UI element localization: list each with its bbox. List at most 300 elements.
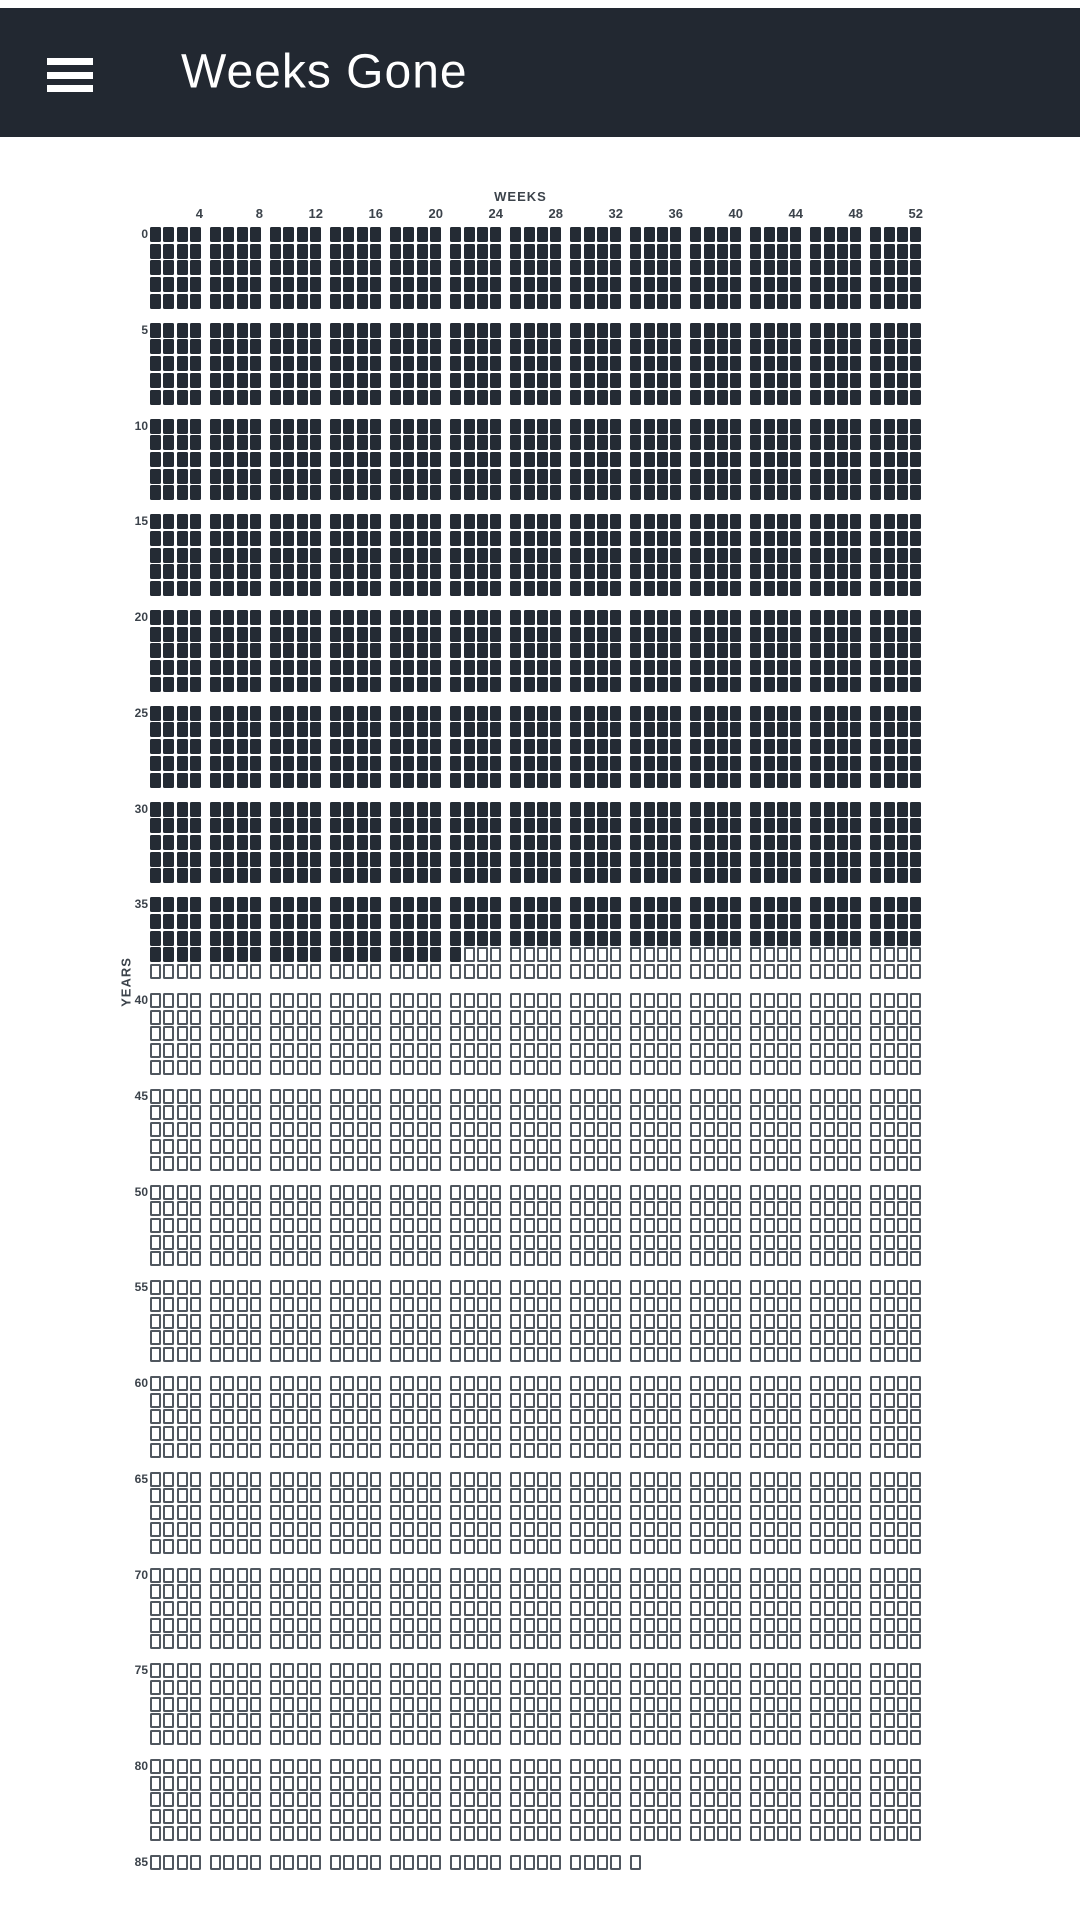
week-cell-empty [717,1522,728,1537]
week-cell-empty [477,1855,488,1870]
week-cell-filled [730,548,741,563]
week-cell-filled [824,818,835,833]
week-cell-empty [730,1601,741,1616]
week-cell-empty [297,1601,308,1616]
week-cell-empty [430,1089,441,1104]
week-cell-filled [790,485,801,500]
week-cell-empty [537,1601,548,1616]
week-cell-empty [570,947,581,962]
week-cell-filled [790,564,801,579]
week-cell-empty [330,1713,341,1728]
week-cell-empty [870,1826,881,1841]
week-cell-empty [163,1060,174,1075]
week-cell-empty [223,1376,234,1391]
week-cell-empty [223,1584,234,1599]
week-cell-empty [717,1663,728,1678]
week-cell-empty [477,1105,488,1120]
week-cell-filled [370,277,381,292]
week-cell-filled [717,897,728,912]
week-cell-filled [450,627,461,642]
week-cell-filled [910,852,921,867]
week-cell-empty [450,1235,461,1250]
week-cell-empty [237,1089,248,1104]
week-cell-filled [477,435,488,450]
week-cell-filled [250,739,261,754]
week-cell-empty [343,1443,354,1458]
week-cell-filled [417,643,428,658]
week-cell-filled [810,897,821,912]
week-cell-empty [837,1122,848,1137]
week-cell-filled [704,677,715,692]
week-cell-filled [777,390,788,405]
week-cell-empty [357,1826,368,1841]
week-cell-empty [777,1680,788,1695]
week-cell-empty [490,1060,501,1075]
week-cell-filled [610,756,621,771]
week-cell-empty [897,1235,908,1250]
menu-button[interactable] [47,58,93,92]
week-cell-empty [283,1105,294,1120]
week-cell-empty [390,1297,401,1312]
week-cell-filled [764,706,775,721]
week-cell-filled [237,244,248,259]
week-cell-filled [403,643,414,658]
week-cell-filled [390,756,401,771]
week-cell-filled [897,818,908,833]
week-cell-filled [163,227,174,242]
week-cell-filled [403,531,414,546]
week-cell-empty [163,1792,174,1807]
week-cell-filled [177,802,188,817]
week-cell-filled [550,627,561,642]
week-cell-empty [810,1634,821,1649]
week-cell-filled [330,868,341,883]
week-cell-empty [190,1443,201,1458]
week-cell-empty [670,1330,681,1345]
week-cell-filled [690,435,701,450]
year-row-label: 25 [134,705,148,720]
week-cell-empty [717,1792,728,1807]
week-cell-empty [810,1730,821,1745]
week-cell-empty [897,1713,908,1728]
week-cell-empty [330,1105,341,1120]
week-cell-empty [237,1201,248,1216]
week-cell-filled [764,773,775,788]
week-cell-filled [610,643,621,658]
week-cell-filled [150,627,161,642]
week-block [510,610,561,692]
week-cell-empty [717,1026,728,1041]
week-cell-empty [357,1539,368,1554]
week-cell-empty [610,1122,621,1137]
week-block [330,1568,381,1650]
week-cell-empty [390,1201,401,1216]
week-cell-filled [630,581,641,596]
week-cell-empty [510,947,521,962]
week-cell-filled [283,485,294,500]
week-cell-empty [310,1601,321,1616]
week-cell-filled [477,677,488,692]
week-cell-empty [630,1043,641,1058]
week-cell-empty [250,1251,261,1266]
week-cell-filled [223,931,234,946]
week-cell-empty [670,993,681,1008]
week-block [150,227,201,309]
week-cell-empty [837,1156,848,1171]
week-cell-filled [210,722,221,737]
week-cell-empty [897,1539,908,1554]
week-cell-filled [490,756,501,771]
week-cell-empty [403,1280,414,1295]
week-cell-filled [730,773,741,788]
week-cell-empty [584,1201,595,1216]
week-cell-empty [190,1663,201,1678]
week-cell-empty [537,1505,548,1520]
week-cell-empty [177,1280,188,1295]
week-cell-filled [730,868,741,883]
week-cell-empty [430,1297,441,1312]
week-cell-empty [704,1488,715,1503]
week-cell-filled [403,435,414,450]
week-cell-filled [210,581,221,596]
week-cell-empty [704,1713,715,1728]
week-cell-empty [810,1759,821,1774]
week-cell-empty [884,1235,895,1250]
week-cell-empty [250,1376,261,1391]
week-cell-filled [357,323,368,338]
week-cell-filled [343,722,354,737]
week-cell-filled [297,435,308,450]
week-cell-empty [777,1584,788,1599]
week-cell-filled [610,677,621,692]
week-cell-empty [510,1680,521,1695]
week-cell-empty [837,1443,848,1458]
week-cell-empty [897,1043,908,1058]
week-cell-filled [177,323,188,338]
week-cell-filled [597,627,608,642]
week-block [390,1568,441,1650]
week-cell-empty [750,1010,761,1025]
week-cell-filled [704,531,715,546]
week-cell-empty [477,1826,488,1841]
week-cell-empty [790,1330,801,1345]
week-blocks [150,897,930,979]
week-cell-filled [223,339,234,354]
week-cell-empty [824,1122,835,1137]
week-cell-empty [704,947,715,962]
week-cell-empty [430,1105,441,1120]
week-cell-empty [644,1568,655,1583]
week-cell-empty [177,1010,188,1025]
week-cell-filled [717,852,728,867]
week-cell-filled [343,627,354,642]
week-cell-filled [670,419,681,434]
week-cell-empty [790,1472,801,1487]
week-cell-filled [210,818,221,833]
week-cell-empty [297,1697,308,1712]
week-cell-empty [430,1314,441,1329]
week-cell-filled [764,548,775,563]
week-cell-empty [550,1697,561,1712]
week-cell-filled [237,868,248,883]
week-cell-filled [897,419,908,434]
week-cell-filled [250,756,261,771]
week-cell-filled [390,627,401,642]
week-cell-filled [537,706,548,721]
week-cell-empty [190,1505,201,1520]
week-cell-empty [283,1314,294,1329]
week-cell-filled [764,643,775,658]
week-cell-empty [644,1347,655,1362]
week-cell-empty [717,1218,728,1233]
week-cell-filled [357,835,368,850]
week-cell-empty [750,1330,761,1345]
week-cell-empty [570,1759,581,1774]
week-cell-filled [177,722,188,737]
week-cell-empty [884,1472,895,1487]
week-cell-filled [510,897,521,912]
week-cell-empty [810,1251,821,1266]
week-cell-empty [250,1443,261,1458]
week-cell-filled [670,818,681,833]
week-cell-filled [824,722,835,737]
week-cell-empty [390,1185,401,1200]
week-cell-filled [237,677,248,692]
week-cell-empty [704,1297,715,1312]
week-cell-filled [717,835,728,850]
week-cell-empty [310,1826,321,1841]
week-cell-filled [584,548,595,563]
week-cell-filled [610,531,621,546]
week-cell-empty [177,1314,188,1329]
week-cell-filled [824,514,835,529]
week-cell-filled [223,514,234,529]
week-cell-filled [657,548,668,563]
week-cell-filled [237,339,248,354]
week-cell-filled [550,722,561,737]
week-cell-empty [884,1601,895,1616]
week-cell-empty [150,1443,161,1458]
week-cell-empty [390,1043,401,1058]
week-cell-filled [163,914,174,929]
week-cell-filled [870,373,881,388]
week-cell-empty [477,1393,488,1408]
week-cell-filled [584,323,595,338]
week-block [270,706,321,788]
week-cell-filled [644,722,655,737]
week-cell-empty [790,1443,801,1458]
week-cell-empty [357,1185,368,1200]
week-cell-filled [250,852,261,867]
week-cell-filled [750,356,761,371]
week-cell-empty [490,1280,501,1295]
week-cell-empty [430,1809,441,1824]
week-cell-filled [870,581,881,596]
week-cell-empty [870,1568,881,1583]
week-cell-empty [510,1330,521,1345]
week-cell-empty [283,1297,294,1312]
week-block [210,706,261,788]
week-cell-filled [837,897,848,912]
week-cell-filled [190,469,201,484]
week-cell-filled [190,435,201,450]
week-cell-empty [790,1568,801,1583]
week-cell-filled [417,277,428,292]
week-block [750,227,801,309]
week-cell-filled [790,802,801,817]
week-cell-filled [657,897,668,912]
week-cell-empty [283,1089,294,1104]
week-cell-empty [430,1713,441,1728]
week-cell-empty [237,1680,248,1695]
week-cell-empty [870,1505,881,1520]
week-block [330,1280,381,1362]
week-cell-empty [717,1297,728,1312]
week-cell-empty [837,1730,848,1745]
week-cell-empty [210,1488,221,1503]
week-cell-empty [644,1185,655,1200]
week-cell-empty [550,1235,561,1250]
week-cell-empty [630,1376,641,1391]
week-cell-empty [910,1122,921,1137]
week-cell-empty [597,1584,608,1599]
week-cell-filled [163,485,174,500]
week-cell-empty [330,1026,341,1041]
week-cell-filled [670,931,681,946]
week-cell-filled [283,773,294,788]
week-cell-filled [690,339,701,354]
week-column-label: 4 [195,206,203,221]
week-cell-filled [670,548,681,563]
week-cell-empty [310,1376,321,1391]
week-cell-empty [824,1185,835,1200]
week-cell-empty [270,1713,281,1728]
week-cell-filled [524,706,535,721]
week-cell-empty [630,964,641,979]
week-cell-empty [510,1010,521,1025]
week-cell-empty [597,1663,608,1678]
week-cell-empty [477,1043,488,1058]
week-cell-empty [670,1060,681,1075]
week-cell-empty [777,1043,788,1058]
week-cell-filled [777,722,788,737]
week-cell-empty [403,1618,414,1633]
week-cell-filled [777,739,788,754]
week-cell-filled [190,947,201,962]
week-cell-empty [837,1297,848,1312]
week-cell-empty [403,1488,414,1503]
week-cell-filled [330,531,341,546]
week-cell-filled [490,469,501,484]
week-cell-empty [790,1663,801,1678]
week-cell-empty [370,1568,381,1583]
week-cell-empty [764,1297,775,1312]
week-cell-empty [177,1601,188,1616]
week-cell-filled [223,356,234,371]
week-cell-empty [524,1314,535,1329]
week-cell-filled [764,469,775,484]
week-cell-empty [570,1776,581,1791]
week-cell-empty [370,1539,381,1554]
week-cell-filled [850,435,861,450]
week-cell-empty [297,1347,308,1362]
week-cell-empty [524,1218,535,1233]
week-cell-filled [297,244,308,259]
week-cell-empty [464,1347,475,1362]
week-cell-empty [644,1156,655,1171]
week-cell-filled [330,706,341,721]
week-block [450,1376,501,1458]
week-cell-filled [430,897,441,912]
week-cell-filled [550,756,561,771]
week-cell-filled [223,548,234,563]
week-cell-empty [730,1505,741,1520]
week-cell-filled [910,756,921,771]
week-cell-filled [810,485,821,500]
week-cell-empty [670,1488,681,1503]
week-cell-filled [717,323,728,338]
week-cell-filled [250,452,261,467]
week-cell-empty [510,1393,521,1408]
week-cell-empty [430,1251,441,1266]
week-cell-filled [584,260,595,275]
week-cell-filled [584,514,595,529]
week-cell-empty [270,1409,281,1424]
week-cell-empty [870,1235,881,1250]
week-cell-filled [403,773,414,788]
week-cell-empty [657,947,668,962]
week-cell-filled [223,581,234,596]
week-cell-empty [223,1297,234,1312]
week-cell-filled [850,564,861,579]
week-cell-empty [764,1235,775,1250]
week-cell-empty [584,1347,595,1362]
week-cell-empty [510,1584,521,1599]
week-cell-empty [190,1156,201,1171]
week-cell-filled [690,914,701,929]
week-cell-empty [717,1472,728,1487]
week-cell-filled [897,452,908,467]
week-cell-filled [430,722,441,737]
week-cell-filled [630,706,641,721]
week-cell-empty [717,1330,728,1345]
week-cell-filled [490,244,501,259]
week-cell-filled [390,835,401,850]
week-cell-empty [884,1060,895,1075]
week-cell-filled [537,485,548,500]
week-cell-filled [690,548,701,563]
week-cell-empty [310,1185,321,1200]
week-cell-filled [670,390,681,405]
week-cell-empty [610,1697,621,1712]
week-block [510,323,561,405]
week-cell-filled [477,706,488,721]
week-cell-empty [237,1584,248,1599]
week-blocks [150,706,930,788]
week-cell-filled [584,931,595,946]
week-cell-empty [717,1730,728,1745]
week-cell-filled [790,756,801,771]
week-cell-filled [524,390,535,405]
week-cell-filled [690,356,701,371]
week-cell-empty [450,1330,461,1345]
week-cell-filled [390,914,401,929]
week-cell-filled [764,610,775,625]
week-cell-filled [237,931,248,946]
week-cell-empty [690,1488,701,1503]
week-cell-filled [810,581,821,596]
week-cell-empty [870,1713,881,1728]
